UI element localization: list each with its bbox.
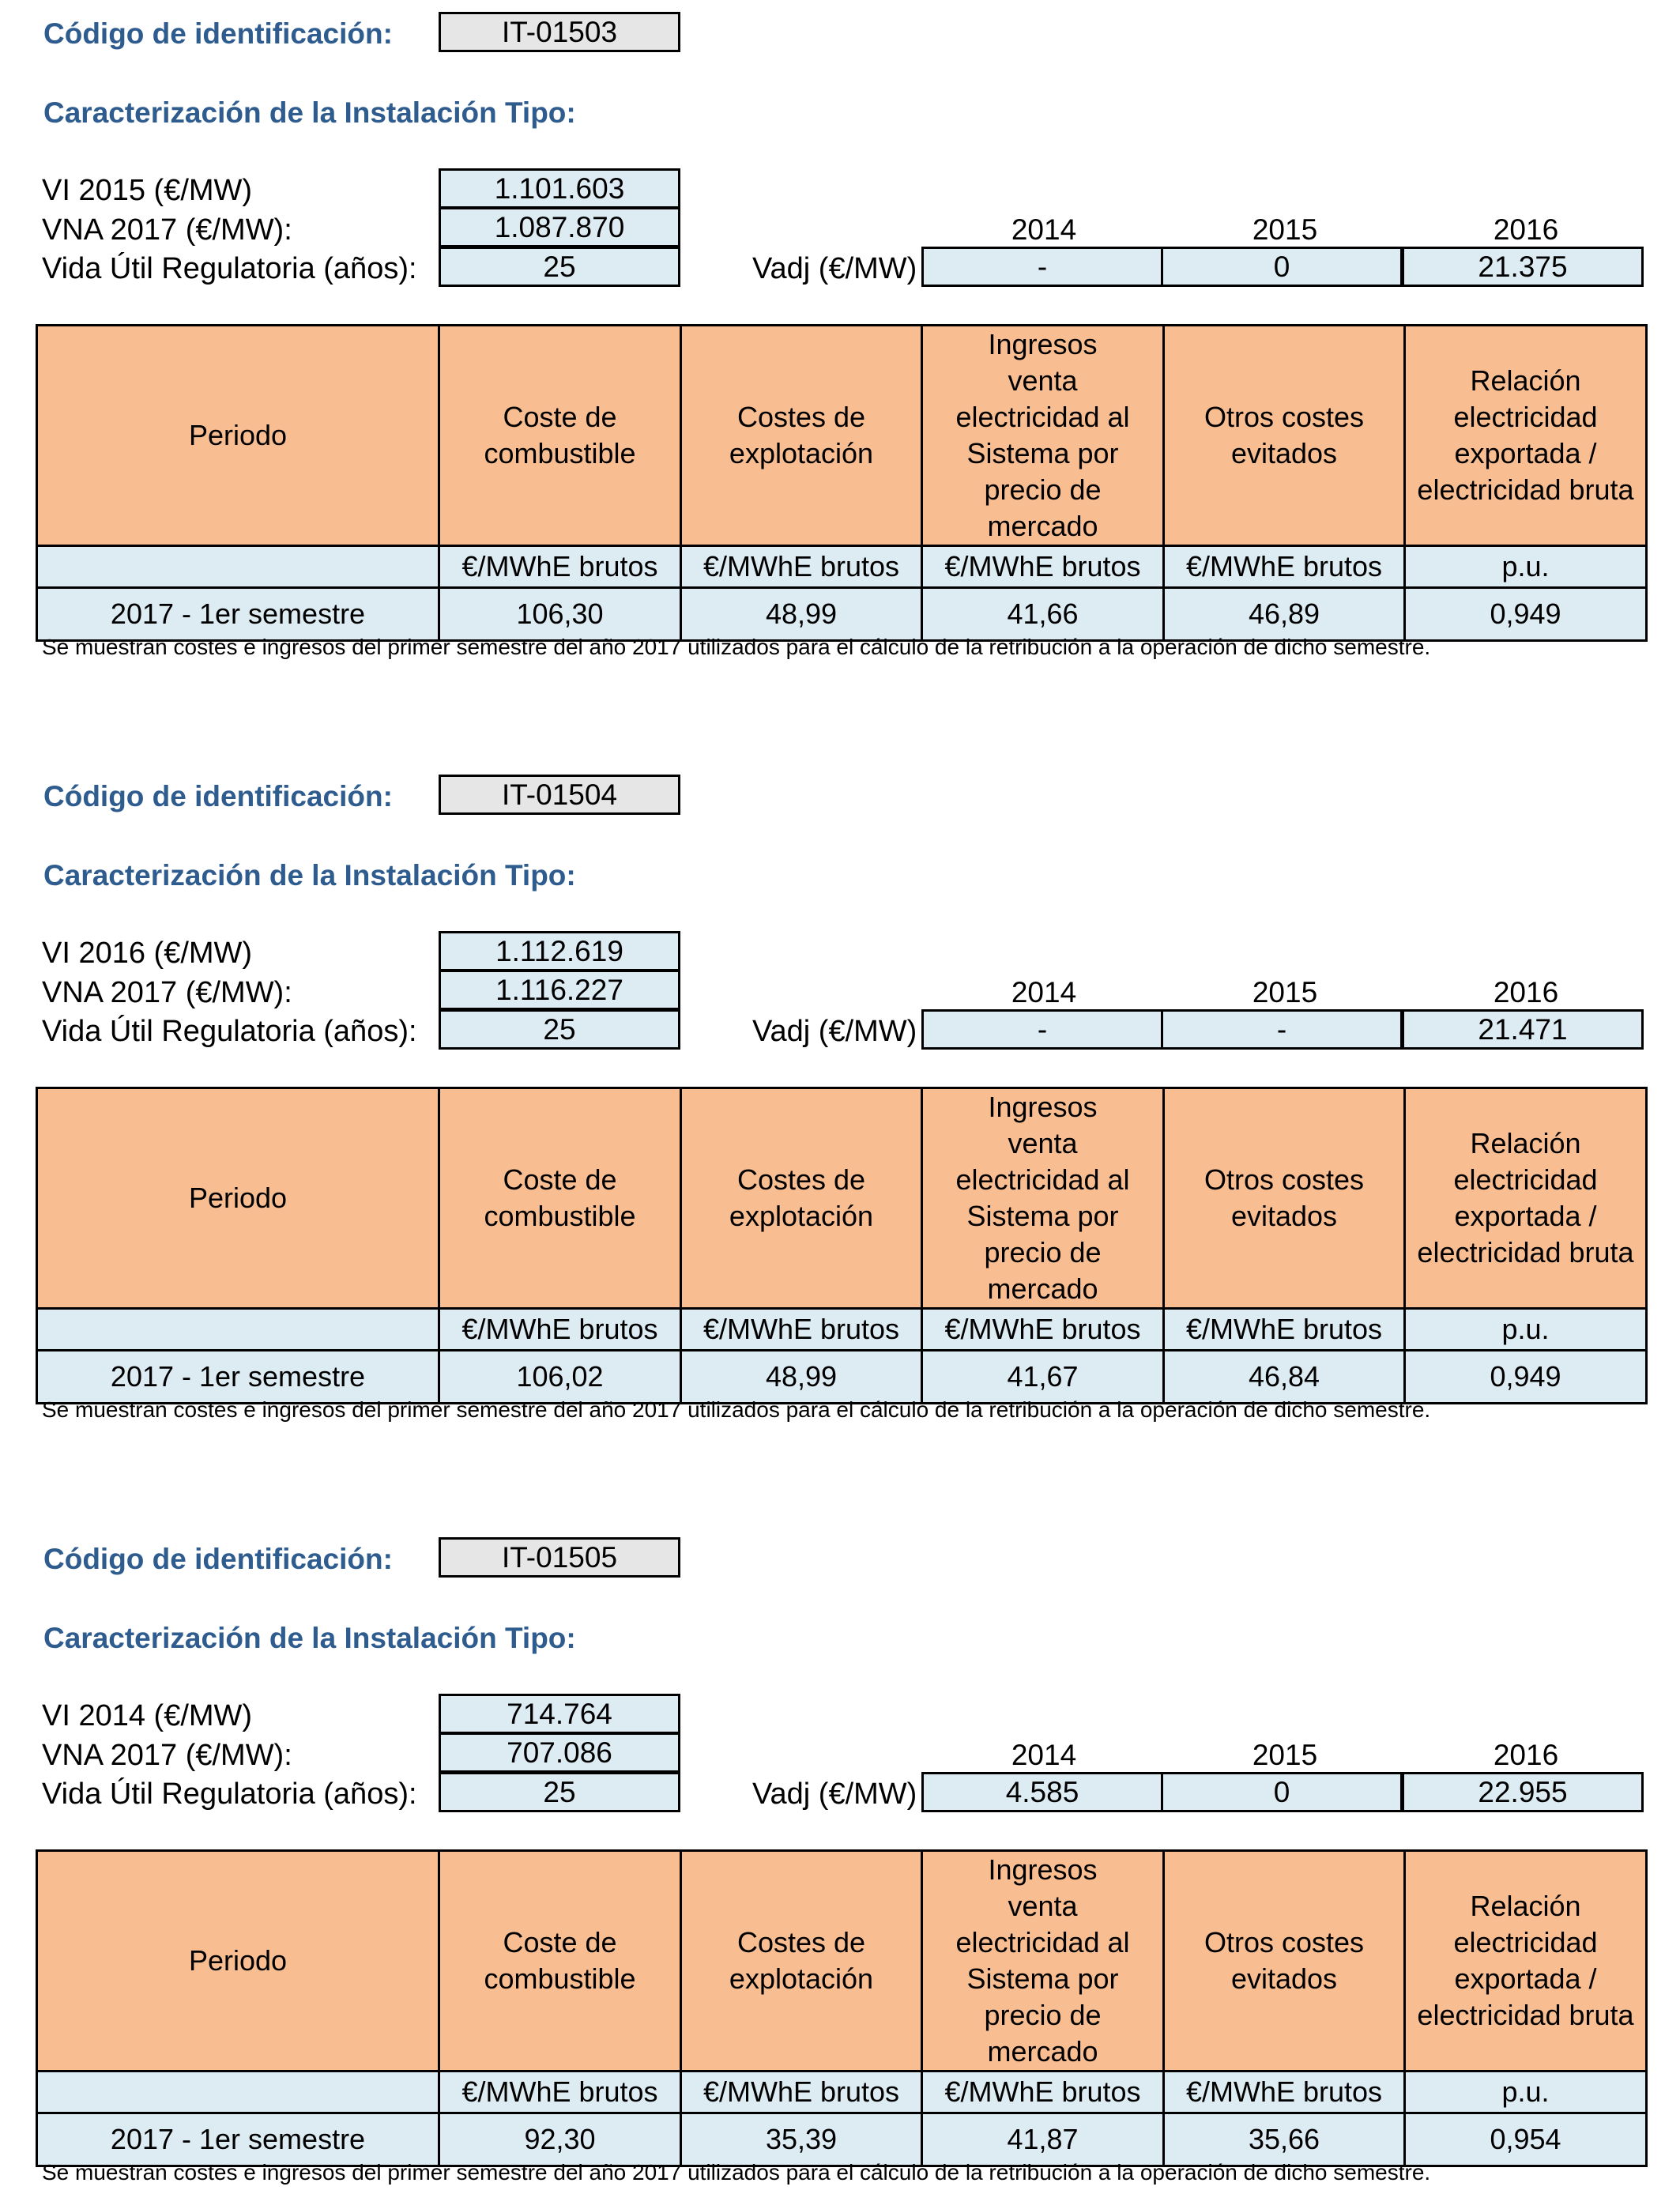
unit-cell: p.u. (1405, 1309, 1647, 1351)
year-2014: 2014 (1011, 1739, 1077, 1771)
value-cell: 41,87 (922, 2113, 1164, 2166)
unit-cell: p.u. (1405, 2071, 1647, 2113)
table-header-row (37, 1851, 1647, 2071)
value-cell: 106,02 (439, 1351, 681, 1404)
vna-value: 1.116.227 (439, 970, 680, 1010)
vi-label: VI 2016 (€/MW) (42, 937, 253, 970)
unit-cell: p.u. (1405, 546, 1647, 588)
vna-value: 1.087.870 (439, 207, 680, 247)
value-cell: 92,30 (439, 2113, 681, 2166)
col-header-relacion: Relación electricidad exportada / electricidad bruta (1405, 1088, 1647, 1309)
col-header-periodo: Periodo (37, 326, 439, 546)
periodo-cell: 2017 - 1er semestre (37, 1351, 439, 1404)
col-header-combustible: Coste de combustible (439, 1088, 681, 1309)
value-cell: 48,99 (681, 1351, 922, 1404)
value-cell: 41,66 (922, 588, 1164, 641)
vna-label: VNA 2017 (€/MW): (42, 976, 292, 1009)
units-row (37, 1309, 1647, 1351)
unit-cell: €/MWhE brutos (922, 546, 1164, 588)
periodo-cell: 2017 - 1er semestre (37, 588, 439, 641)
vadj-label: Vadj (€/MW) (752, 252, 917, 285)
table-header-row (37, 1088, 1647, 1309)
units-row (37, 546, 1647, 588)
table-row (37, 588, 1647, 641)
vadj-2014: - (921, 247, 1163, 287)
code-value: IT-01503 (439, 12, 680, 52)
vi-value: 1.112.619 (439, 931, 680, 971)
vida-value: 25 (439, 1009, 680, 1050)
caracterizacion-title: Caracterización de la Instalación Tipo: (43, 859, 576, 892)
year-2015: 2015 (1252, 976, 1318, 1008)
vadj-2016: 21.375 (1402, 247, 1644, 287)
vida-label: Vida Útil Regulatoria (años): (42, 1015, 417, 1048)
vida-value: 25 (439, 1772, 680, 1812)
unit-cell (37, 1309, 439, 1351)
vi-value: 714.764 (439, 1694, 680, 1734)
vadj-2015: 0 (1161, 1772, 1403, 1812)
vadj-2015: 0 (1161, 247, 1403, 287)
value-cell: 0,954 (1405, 2113, 1647, 2166)
col-header-relacion: Relación electricidad exportada / electricidad bruta (1405, 326, 1647, 546)
footnote: Se muestran costes e ingresos del primer semestre del año 2017 utilizados para el cálculo de la retribución a la operación de dicho semestre. (42, 635, 1431, 659)
value-cell: 0,949 (1405, 1351, 1647, 1404)
unit-cell: €/MWhE brutos (922, 2071, 1164, 2113)
col-header-ingresos: Ingresos venta electricidad al Sistema por precio de mercado (922, 1088, 1164, 1309)
col-header-ingresos: Ingresos venta electricidad al Sistema por precio de mercado (922, 1851, 1164, 2071)
cost-table (36, 1849, 1648, 2167)
unit-cell: €/MWhE brutos (922, 1309, 1164, 1351)
year-2016: 2016 (1493, 1739, 1559, 1771)
table-row (37, 1351, 1647, 1404)
col-header-ingresos: Ingresos venta electricidad al Sistema por precio de mercado (922, 326, 1164, 546)
cost-table (36, 324, 1648, 642)
vadj-2016: 21.471 (1402, 1009, 1644, 1050)
year-2015: 2015 (1252, 1739, 1318, 1771)
year-2016: 2016 (1493, 976, 1559, 1008)
unit-cell: €/MWhE brutos (439, 1309, 681, 1351)
value-cell: 35,66 (1164, 2113, 1405, 2166)
installation-block-2 (0, 763, 1680, 1521)
codigo-label: Código de identificación: (43, 780, 393, 812)
vida-label: Vida Útil Regulatoria (años): (42, 1777, 417, 1811)
value-cell: 46,89 (1164, 588, 1405, 641)
caracterizacion-title: Caracterización de la Instalación Tipo: (43, 1622, 576, 1654)
col-header-otros-costes: Otros costes evitados (1164, 1851, 1405, 2071)
vi-label: VI 2014 (€/MW) (42, 1699, 253, 1732)
vadj-label: Vadj (€/MW) (752, 1777, 917, 1811)
vida-label: Vida Útil Regulatoria (años): (42, 252, 417, 285)
vida-value: 25 (439, 247, 680, 287)
year-2015: 2015 (1252, 213, 1318, 246)
col-header-relacion: Relación electricidad exportada / electricidad bruta (1405, 1851, 1647, 2071)
footnote: Se muestran costes e ingresos del primer semestre del año 2017 utilizados para el cálculo de la retribución a la operación de dicho semestre. (42, 2160, 1431, 2185)
col-header-explotacion: Costes de explotación (681, 326, 922, 546)
caracterizacion-title: Caracterización de la Instalación Tipo: (43, 96, 576, 129)
year-2014: 2014 (1011, 213, 1077, 246)
col-header-combustible: Coste de combustible (439, 326, 681, 546)
vadj-label: Vadj (€/MW) (752, 1015, 917, 1048)
unit-cell: €/MWhE brutos (681, 2071, 922, 2113)
code-value: IT-01505 (439, 1537, 680, 1578)
unit-cell: €/MWhE brutos (681, 1309, 922, 1351)
vi-value: 1.101.603 (439, 168, 680, 209)
codigo-label: Código de identificación: (43, 1543, 393, 1575)
col-header-periodo: Periodo (37, 1088, 439, 1309)
col-header-otros-costes: Otros costes evitados (1164, 1088, 1405, 1309)
installation-block-3 (0, 1525, 1680, 2194)
vna-label: VNA 2017 (€/MW): (42, 213, 292, 247)
vadj-2014: - (921, 1009, 1163, 1050)
unit-cell (37, 546, 439, 588)
unit-cell: €/MWhE brutos (1164, 1309, 1405, 1351)
unit-cell: €/MWhE brutos (439, 546, 681, 588)
installation-block-1 (0, 0, 1680, 759)
vna-value: 707.086 (439, 1732, 680, 1773)
periodo-cell: 2017 - 1er semestre (37, 2113, 439, 2166)
vadj-2015: - (1161, 1009, 1403, 1050)
unit-cell: €/MWhE brutos (1164, 2071, 1405, 2113)
value-cell: 46,84 (1164, 1351, 1405, 1404)
year-2016: 2016 (1493, 213, 1559, 246)
col-header-periodo: Periodo (37, 1851, 439, 2071)
vna-label: VNA 2017 (€/MW): (42, 1739, 292, 1772)
value-cell: 48,99 (681, 588, 922, 641)
unit-cell: €/MWhE brutos (1164, 546, 1405, 588)
value-cell: 106,30 (439, 588, 681, 641)
table-row (37, 2113, 1647, 2166)
units-row (37, 2071, 1647, 2113)
year-2014: 2014 (1011, 976, 1077, 1008)
unit-cell: €/MWhE brutos (681, 546, 922, 588)
vadj-2014: 4.585 (921, 1772, 1163, 1812)
value-cell: 35,39 (681, 2113, 922, 2166)
table-header-row (37, 326, 1647, 546)
codigo-label: Código de identificación: (43, 17, 393, 50)
unit-cell (37, 2071, 439, 2113)
value-cell: 0,949 (1405, 588, 1647, 641)
value-cell: 41,67 (922, 1351, 1164, 1404)
col-header-explotacion: Costes de explotación (681, 1851, 922, 2071)
vadj-2016: 22.955 (1402, 1772, 1644, 1812)
vi-label: VI 2015 (€/MW) (42, 174, 253, 207)
unit-cell: €/MWhE brutos (439, 2071, 681, 2113)
footnote: Se muestran costes e ingresos del primer semestre del año 2017 utilizados para el cálculo de la retribución a la operación de dicho semestre. (42, 1397, 1431, 1422)
col-header-otros-costes: Otros costes evitados (1164, 326, 1405, 546)
code-value: IT-01504 (439, 775, 680, 815)
col-header-explotacion: Costes de explotación (681, 1088, 922, 1309)
cost-table (36, 1087, 1648, 1404)
col-header-combustible: Coste de combustible (439, 1851, 681, 2071)
